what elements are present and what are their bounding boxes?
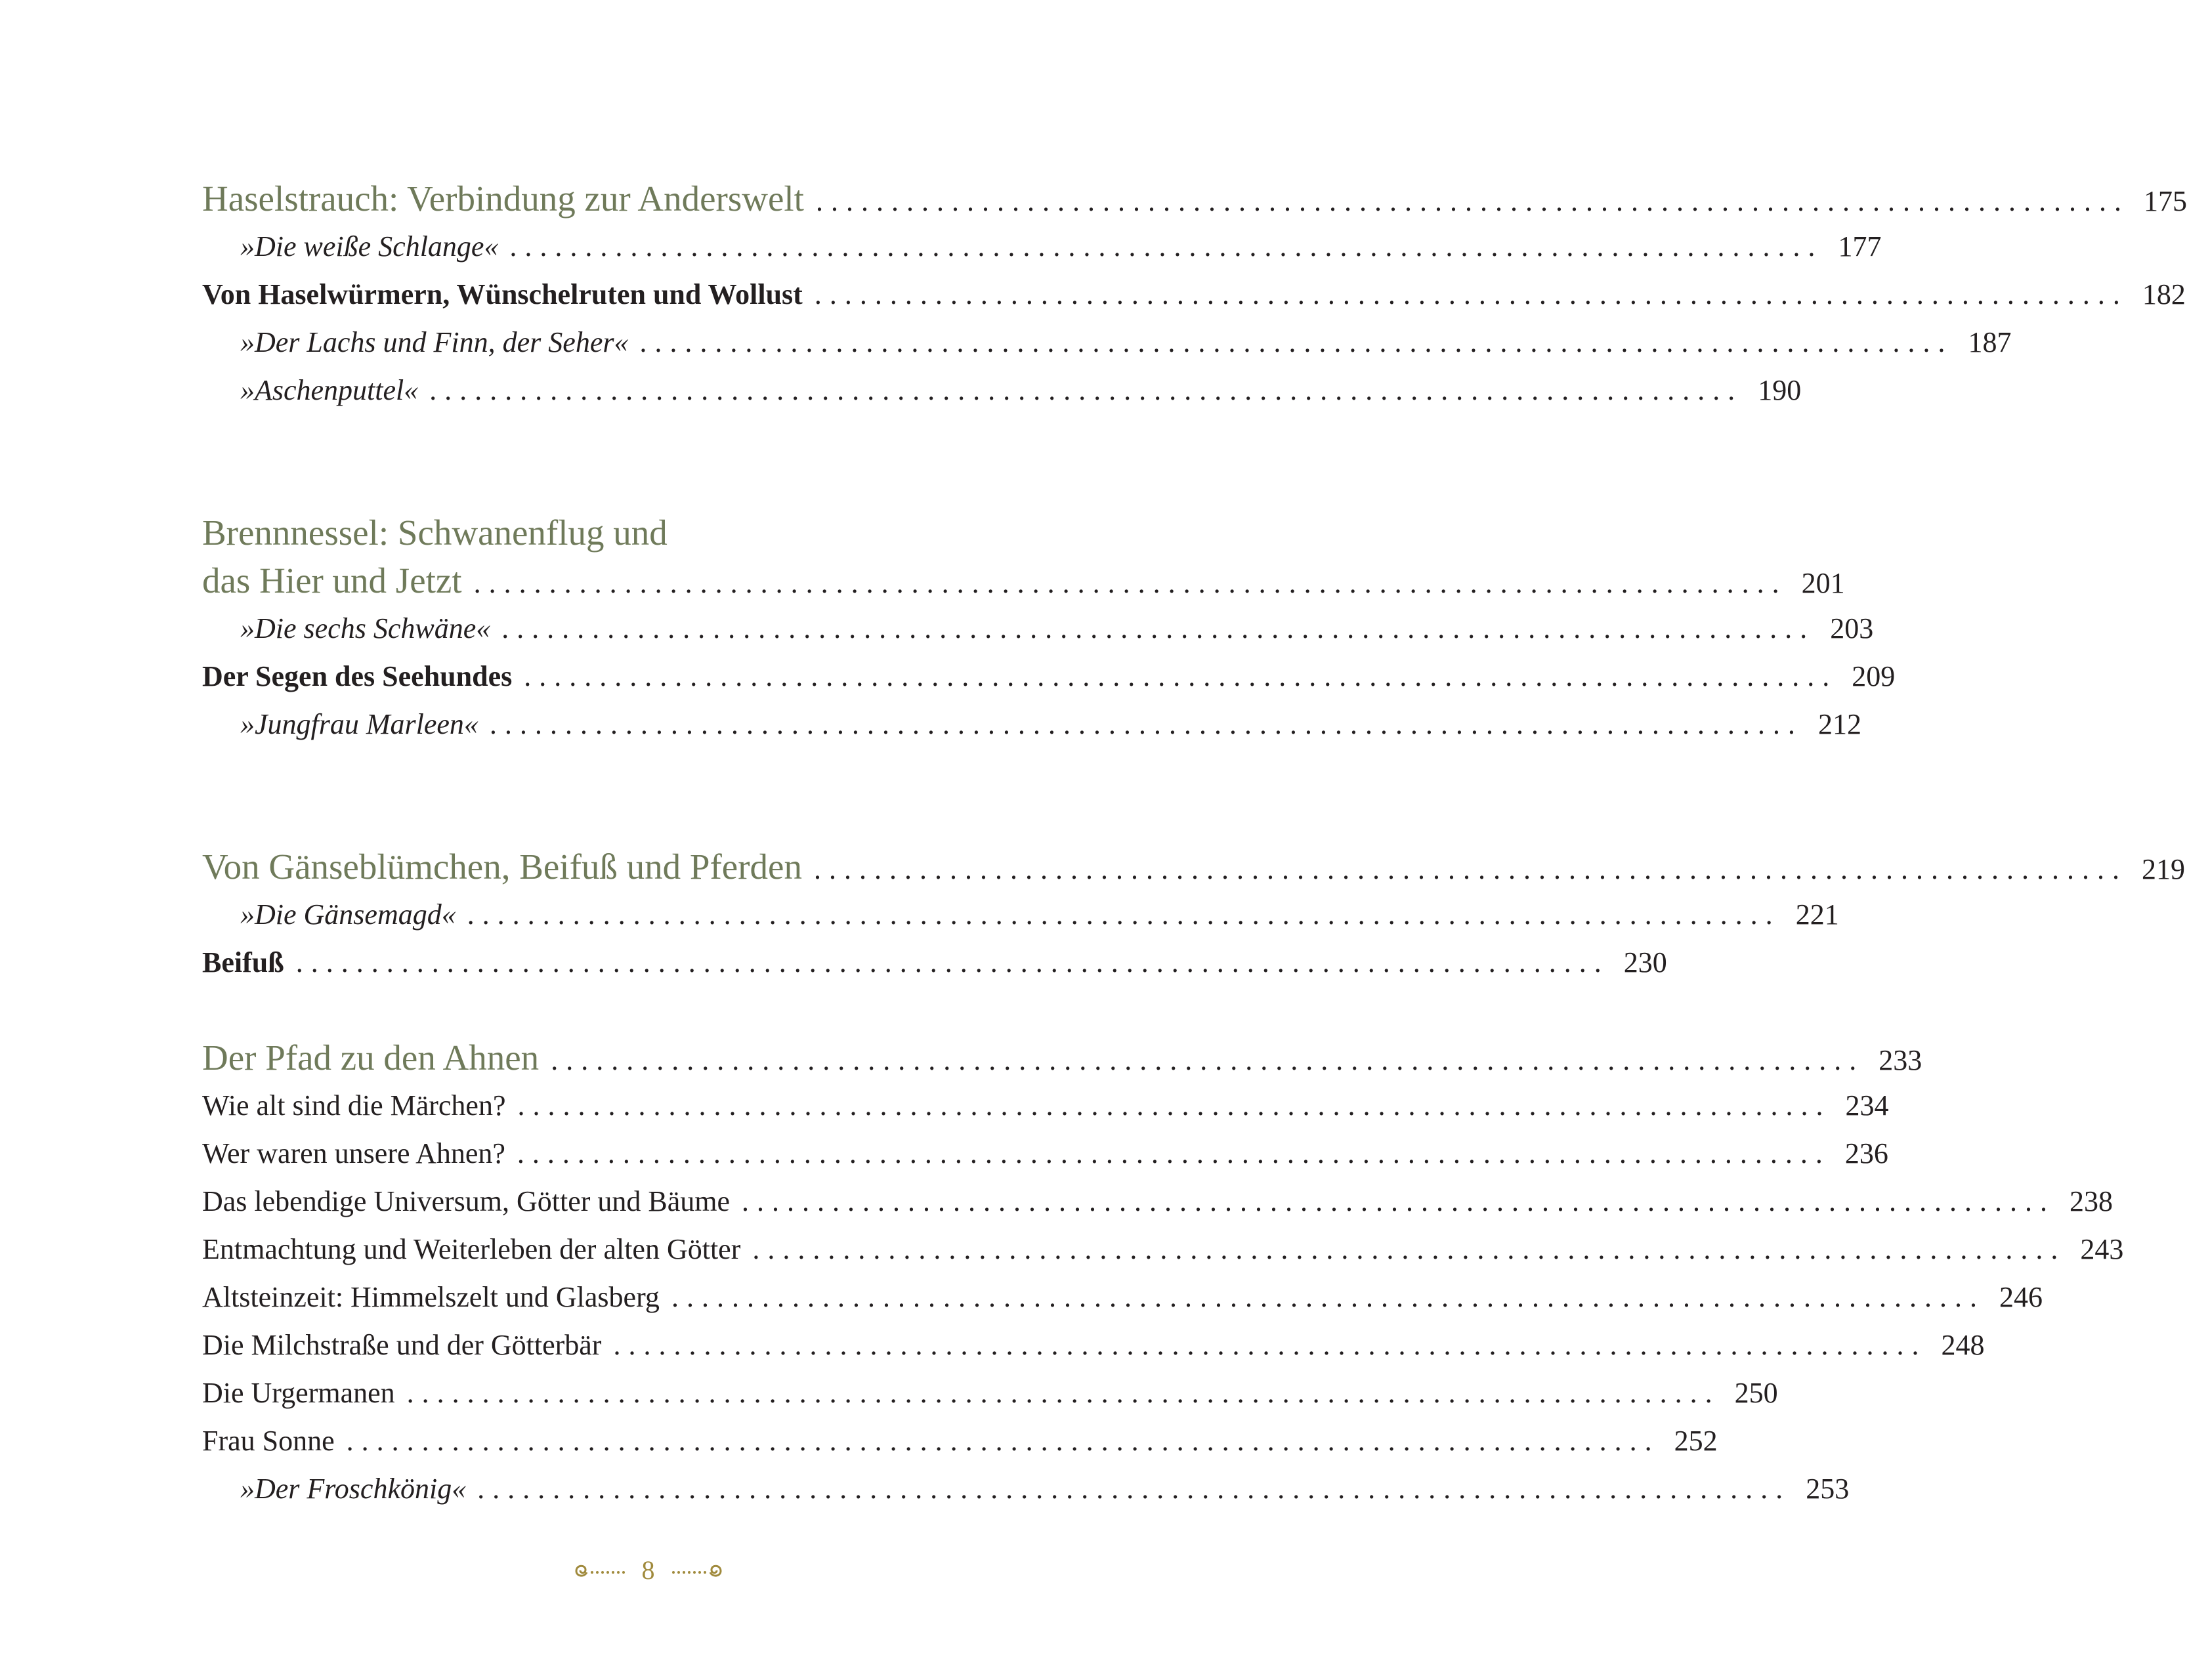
- toc-entry-page: 187: [1968, 326, 2012, 358]
- ornament-right-icon: [669, 1557, 725, 1583]
- dot-leader: .......................................................................................: [478, 1473, 1792, 1505]
- dot-leader: .......................................................................................: [517, 1137, 1831, 1169]
- toc-entry-title: »Die sechs Schwäne«: [240, 612, 491, 644]
- dot-leader: .......................................................................................: [430, 374, 1744, 406]
- toc-entry-page: 248: [1941, 1329, 1985, 1361]
- dot-leader: .......................................................................................: [551, 1044, 1865, 1076]
- toc-heading[interactable]: [202, 1034, 1922, 1082]
- dot-leader: .......................................................................................: [467, 898, 1781, 931]
- dot-leader: .......................................................................................: [517, 1089, 1831, 1122]
- toc-entry-title: »Der Froschkönig«: [240, 1473, 467, 1505]
- toc-entry-title: das Hier und Jetzt: [202, 560, 462, 600]
- toc-entry-title: Von Haselwürmern, Wünschelruten und Wollust: [202, 278, 803, 310]
- dot-leader: .......................................................................................: [752, 1233, 2066, 1265]
- toc-entry-page: 236: [1844, 1137, 1888, 1169]
- toc-entry-title: Von Gänseblümchen, Beifuß und Pferden: [202, 847, 802, 887]
- toc-entry-title: Die Milchstraße und der Götterbär: [202, 1329, 602, 1361]
- toc-entry[interactable]: [202, 1225, 2124, 1273]
- toc-entry-page: 238: [2070, 1185, 2113, 1217]
- toc-heading-text: Brennnessel: Schwanenflug und: [202, 513, 668, 553]
- toc-entry-page: 252: [1674, 1425, 1718, 1457]
- page-footer: [0, 1550, 1296, 1589]
- toc-entry-title: »Aschenputtel«: [240, 374, 419, 406]
- toc-entry-page: 233: [1879, 1044, 1922, 1076]
- dot-leader: .......................................................................................: [502, 612, 1816, 644]
- dot-leader: .......................................................................................: [815, 185, 2129, 217]
- toc-entry-page: 250: [1734, 1377, 1778, 1409]
- dot-leader: .......................................................................................: [640, 326, 1954, 358]
- section-spacer: [202, 748, 1125, 843]
- toc-story-entry[interactable]: [202, 604, 1874, 652]
- toc-entry-page: 177: [1838, 230, 1882, 262]
- dot-leader: .......................................................................................: [406, 1377, 1720, 1409]
- toc-entry-page: 243: [2080, 1233, 2124, 1265]
- toc-entry-title: Altsteinzeit: Himmelszelt und Glasberg: [202, 1281, 660, 1313]
- toc-story-entry[interactable]: [202, 700, 1861, 748]
- dot-leader: .......................................................................................: [813, 853, 2127, 885]
- toc-entry[interactable]: [202, 1321, 1985, 1369]
- page-number: 8: [641, 1555, 655, 1585]
- toc-entry-page: 201: [1801, 567, 1845, 599]
- toc-bold-entry[interactable]: [202, 938, 1667, 986]
- toc-entry-page: 175: [2143, 185, 2187, 217]
- toc-heading[interactable]: [202, 843, 2185, 891]
- toc-entry-title: Der Pfad zu den Ahnen: [202, 1038, 540, 1078]
- toc-entry-page: 219: [2141, 853, 2185, 885]
- dot-leader: .......................................................................................: [671, 1281, 1985, 1313]
- toc-entry-title: Haselstrauch: Verbindung zur Anderswelt: [202, 178, 804, 219]
- toc-bold-entry[interactable]: [202, 652, 1896, 700]
- ornament-left-icon: [572, 1557, 627, 1583]
- toc-entry-title: »Die Gänsemagd«: [240, 898, 456, 931]
- dot-leader: .......................................................................................: [814, 278, 2128, 310]
- toc-entry[interactable]: [202, 1177, 2113, 1225]
- toc-story-entry[interactable]: [202, 891, 1839, 938]
- dot-leader: .......................................................................................: [524, 660, 1838, 692]
- dot-leader: .......................................................................................: [613, 1329, 1927, 1361]
- dot-leader: .......................................................................................: [510, 230, 1824, 262]
- toc-entry-page: 221: [1795, 898, 1839, 931]
- toc-entry-page: 203: [1830, 612, 1874, 644]
- toc-heading-line: [202, 509, 1125, 556]
- dot-leader: .......................................................................................: [473, 567, 1787, 599]
- toc-entry[interactable]: [202, 1273, 2043, 1321]
- toc-entry-page: 234: [1845, 1089, 1889, 1122]
- toc-story-entry[interactable]: [202, 366, 1802, 414]
- toc-entry-page: 246: [1999, 1281, 2043, 1313]
- dot-leader: .......................................................................................: [346, 1425, 1660, 1457]
- toc-entry-page: 182: [2142, 278, 2186, 310]
- toc-entry-page: 190: [1758, 374, 1802, 406]
- toc-story-entry[interactable]: [202, 318, 2012, 366]
- toc-heading[interactable]: [202, 175, 2187, 222]
- toc-entry-page: 253: [1806, 1473, 1850, 1505]
- toc-entry-page: 212: [1817, 708, 1861, 740]
- table-of-contents: [202, 175, 2187, 1513]
- toc-entry-title: Wer waren unsere Ahnen?: [202, 1137, 505, 1169]
- toc-entry-title: Das lebendige Universum, Götter und Bäume: [202, 1185, 731, 1217]
- toc-entry[interactable]: [202, 1082, 1889, 1129]
- toc-entry[interactable]: [202, 1417, 1718, 1465]
- toc-story-entry[interactable]: [202, 222, 1882, 270]
- toc-heading[interactable]: [202, 556, 1845, 604]
- toc-bold-entry[interactable]: [202, 270, 2186, 318]
- toc-entry-title: »Jungfrau Marleen«: [240, 708, 478, 740]
- toc-entry-title: Die Urgermanen: [202, 1377, 395, 1409]
- dot-leader: .......................................................................................: [490, 708, 1804, 740]
- toc-entry-title: Wie alt sind die Märchen?: [202, 1089, 506, 1122]
- toc-entry-page: 209: [1852, 660, 1896, 692]
- toc-story-entry[interactable]: [202, 1465, 1850, 1513]
- toc-entry[interactable]: [202, 1129, 1888, 1177]
- toc-entry[interactable]: [202, 1369, 1778, 1417]
- toc-entry-page: 230: [1623, 946, 1667, 978]
- toc-entry-title: Der Segen des Seehundes: [202, 660, 513, 692]
- dot-leader: .......................................................................................: [295, 946, 1609, 978]
- section-spacer: [202, 986, 1125, 1034]
- toc-entry-title: Frau Sonne: [202, 1425, 335, 1457]
- toc-entry-title: »Der Lachs und Finn, der Seher«: [240, 326, 629, 358]
- toc-entry-title: Entmachtung und Weiterleben der alten Götter: [202, 1233, 741, 1265]
- toc-entry-title: »Die weiße Schlange«: [240, 230, 499, 262]
- section-spacer: [202, 414, 1125, 509]
- dot-leader: .......................................................................................: [742, 1185, 2056, 1217]
- toc-entry-title: Beifuß: [202, 946, 284, 978]
